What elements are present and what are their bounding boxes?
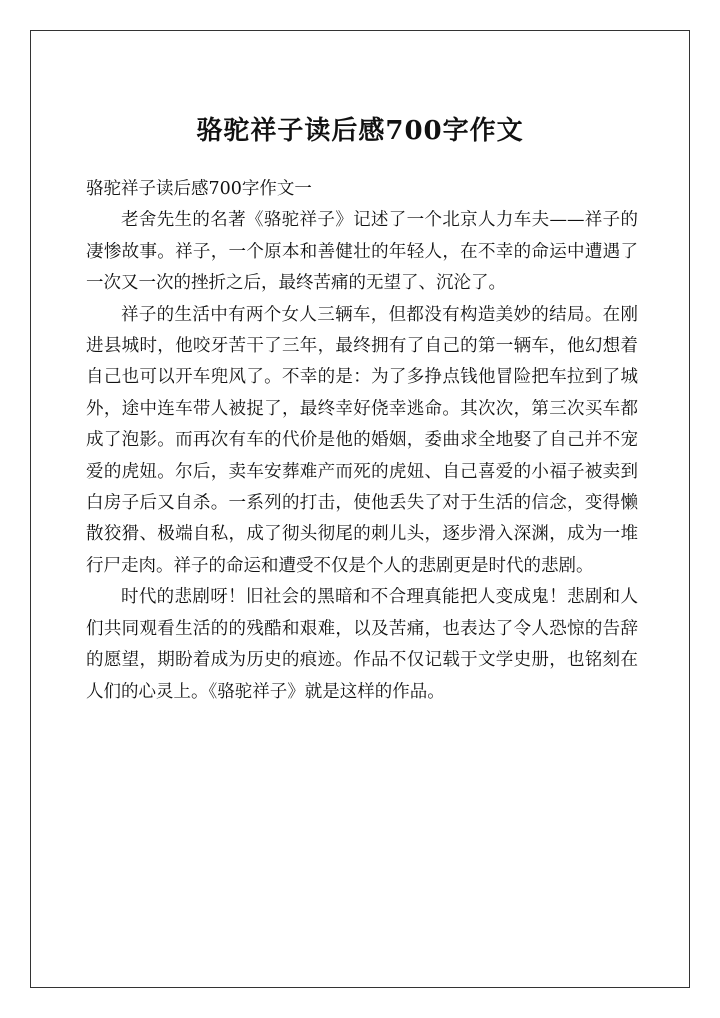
paragraph-1: 老舍先生的名著《骆驼祥子》记述了一个北京人力车夫——祥子的凄惨故事。祥子，一个原本和善健壮的年轻人，在不幸的命运中遭遇了一次又一次的挫折之后，最终苦痛的无望了、沉沦了。 <box>86 210 638 294</box>
paragraph-3: 时代的悲剧呀！旧社会的黑暗和不合理真能把人变成鬼！悲剧和人们共同观看生活的的残酷和艰难，以及苦痛，也表达了令人恐惊的告辞的愿望，期盼着成为历史的痕迹。作品不仅记载于文学史册，也铭刻在人们的心灵上。《骆驼祥子》就是这样的作品。 <box>86 587 638 702</box>
document-body <box>86 174 638 708</box>
section-heading: 骆驼祥子读后感700字作文一 <box>86 179 312 199</box>
paragraph-2: 祥子的生活中有两个女人三辆车，但都没有构造美妙的结局。在刚进县城时，他咬牙苦干了三年，最终拥有了自己的第一辆车，他幻想着自己也可以开车兜风了。不幸的是：为了多挣点钱他冒险把车拉到了城外，途中连车带人被捉了，最终幸好侥幸逃命。其次次，第三次买车都成了泡影。而再次有车的代价是他的婚姻，委曲求全地娶了自己并不宠爱的虎妞。尔后，卖车安葬难产而死的虎妞、自己喜爱的小福子被卖到白房子后又自杀。一系列的打击，使他丢失了对于生活的信念，变得懒散狡猾、极端自私，成了彻头彻尾的刺儿头，逐步滑入深渊，成为一堆行尸走肉。祥子的命运和遭受不仅是个人的悲剧更是时代的悲剧。 <box>86 304 638 576</box>
document-title: 骆驼祥子读后感700字作文 <box>196 116 524 146</box>
